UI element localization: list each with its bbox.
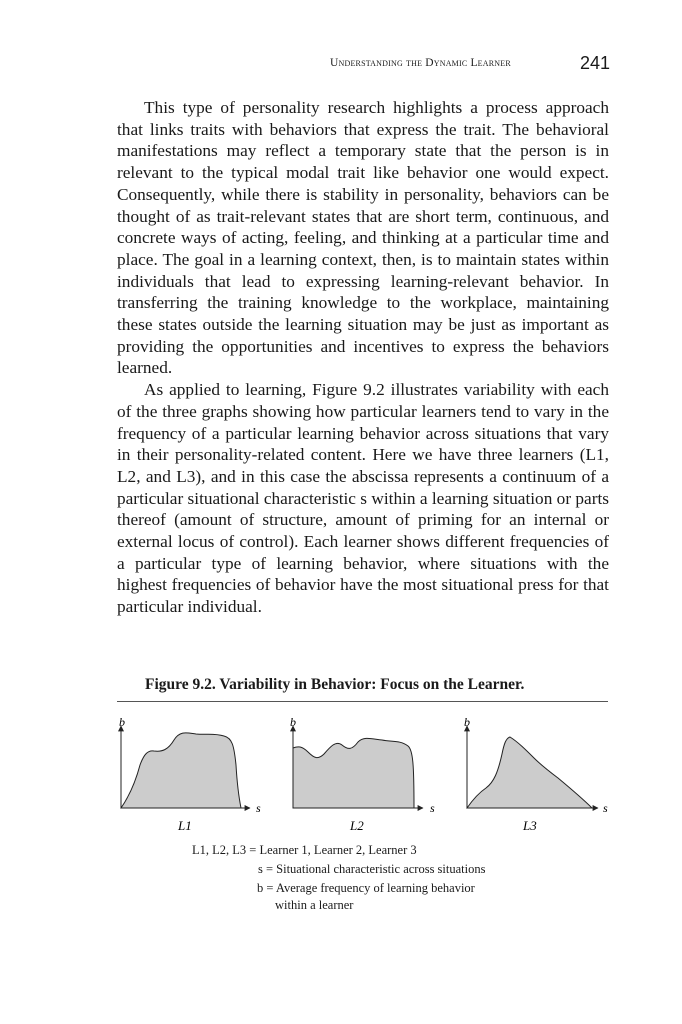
- panel-l3: [464, 715, 608, 815]
- panel-l1: [119, 715, 261, 815]
- paragraph-1: This type of personality research highlights a process approach that links traits with behaviors that express the trait. The behavioral manifestations may reflect a temporary state that the person is in relevant to the typical modal trait like behavior one would expect. Consequently, while there is stability in personality, behaviors can be thought of as trait-relevant states that are short term, continuous, and concrete ways of acting, feeling, and thinking at a particular time and place. The goal in a learning context, then, is to maintain states within individuals that lead to expressing learning-relevant behavior. In transferring the training knowledge to the workplace, maintaining these states outside the learning situation may be just as important as providing the opportunities and incentives to express the behaviors learned.: [117, 98, 609, 378]
- page-number: 241: [579, 53, 610, 73]
- legend-line-3: b = Average frequency of learning behavior: [257, 881, 475, 895]
- panel-l3-area: [467, 737, 592, 808]
- panel-l3-label: L3: [523, 818, 537, 833]
- panel-l1-x-label: s: [256, 801, 261, 815]
- panel-l2: [290, 715, 435, 815]
- legend-line-4: within a learner: [275, 898, 354, 912]
- panel-l2-area: [293, 738, 414, 808]
- running-head: [330, 53, 610, 77]
- figure-caption: Figure 9.2. Variability in Behavior: Focus on the Learner.: [145, 676, 525, 693]
- figure-rule: [117, 701, 608, 702]
- running-title: Understanding the Dynamic Learner: [330, 57, 511, 69]
- panel-l2-x-label: s: [430, 801, 435, 815]
- panel-l2-y-label: b: [290, 715, 296, 729]
- body-text: [117, 97, 609, 618]
- panel-l1-area: [121, 733, 241, 808]
- legend-line-2: s = Situational characteristic across situations: [258, 862, 486, 876]
- panel-l1-y-label: b: [119, 715, 125, 729]
- paragraph-2: As applied to learning, Figure 9.2 illustrates variability with each of the three graphs showing how particular learners tend to vary in the frequency of a particular learning behavior across situations that vary in their personality-related content. Here we have three learners (L1, L2, and L3), and in this case the abscissa represents a continuum of a particular situational characteristic s within a learning situation or parts thereof (amount of structure, amount of priming for an internal or external locus of control). Each learner shows different frequencies of a particular type of learning behavior, where situations with the highest frequencies of behavior have the most situational press for that particular individual.: [117, 380, 609, 617]
- panel-l3-x-label: s: [603, 801, 608, 815]
- figure-graphs: [110, 710, 615, 840]
- panel-l2-label: L2: [350, 818, 364, 833]
- legend-line-1: L1, L2, L3 = Learner 1, Learner 2, Learner 3: [192, 843, 417, 857]
- panel-l1-label: L1: [178, 818, 192, 833]
- panel-l3-y-label: b: [464, 715, 470, 729]
